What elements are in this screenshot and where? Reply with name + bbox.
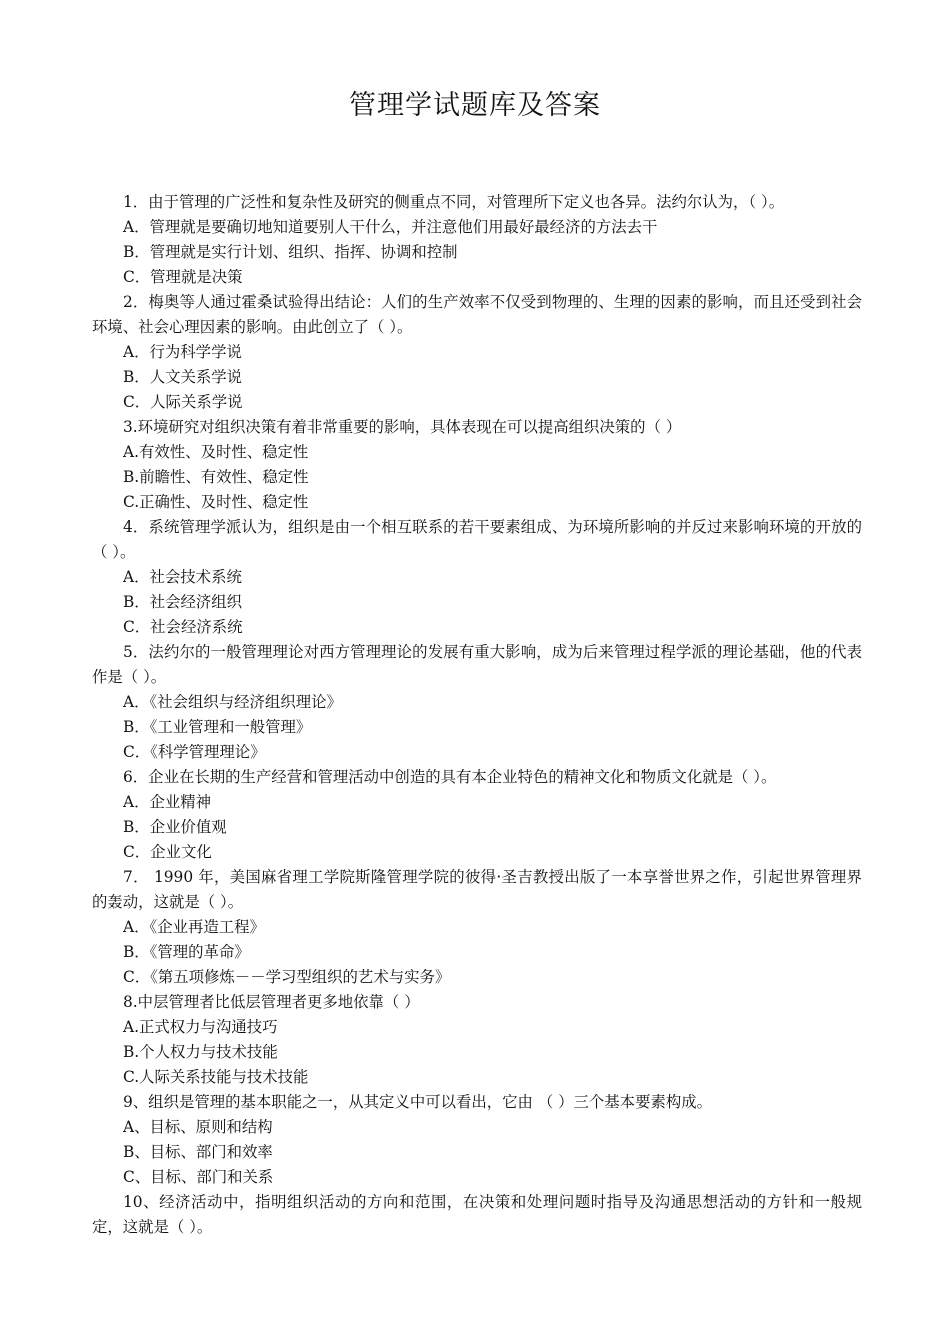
question-7-option-a: A．《企业再造工程》: [123, 918, 265, 936]
question-1-option-a: A．管理就是要确切地知道要别人干什么，并注意他们用最好最经济的方法去干: [123, 218, 658, 236]
question-9-option-b: B、目标、部门和效率: [123, 1143, 273, 1161]
question-5-option-b: B．《工业管理和一般管理》: [123, 718, 312, 736]
question-4-option-b: B．社会经济组织: [123, 593, 243, 611]
question-8-stem: 8.中层管理者比低层管理者更多地依靠（ ）: [123, 993, 420, 1011]
question-5-option-a: A．《社会组织与经济组织理论》: [123, 693, 342, 711]
question-list: [92, 190, 862, 1240]
question-1-option-b: B．管理就是实行计划、组织、指挥、协调和控制: [123, 243, 458, 261]
question-8-option-b: B.个人权力与技术技能: [123, 1043, 278, 1061]
question-5-option-c: C．《科学管理理论》: [123, 743, 266, 761]
question-7-option-b: B．《管理的革命》: [123, 943, 250, 961]
question-9-stem: 9、组织是管理的基本职能之一，从其定义中可以看出，它由 （ ）三个基本要素构成。: [123, 1093, 713, 1111]
question-3-option-a: A.有效性、及时性、稳定性: [123, 443, 309, 461]
question-2-stem: 2．梅奥等人通过霍桑试验得出结论：人们的生产效率不仅受到物理的、生理的因素的影响，而且还受到社会环境、社会心理因素的影响。由此创立了（ ）。: [92, 293, 862, 336]
question-7-option-c: C．《第五项修炼－－学习型组织的艺术与实务》: [123, 968, 451, 986]
question-9-option-c: C、目标、部门和关系: [123, 1168, 274, 1186]
page-title: 管理学试题库及答案: [349, 90, 601, 121]
question-7-stem: 7． 1990 年，美国麻省理工学院斯隆管理学院的彼得·圣吉教授出版了一本享誉世界之作，引起世界管理界的轰动，这就是（ ）。: [92, 868, 862, 911]
question-4-option-c: C．社会经济系统: [123, 618, 243, 636]
question-2-option-c: C．人际关系学说: [123, 393, 243, 411]
question-2-option-a: A．行为科学学说: [123, 343, 242, 361]
question-6-option-a: A．企业精神: [123, 793, 212, 811]
question-10-stem: 10、经济活动中，指明组织活动的方向和范围，在决策和处理问题时指导及沟通思想活动的方针和一般规定，这就是（ ）。: [92, 1193, 862, 1236]
question-3-option-b: B.前瞻性、有效性、稳定性: [123, 468, 309, 486]
question-5-stem: 5．法约尔的一般管理理论对西方管理理论的发展有重大影响，成为后来管理过程学派的理论基础，他的代表作是（ ）。: [92, 643, 862, 686]
question-1-option-c: C．管理就是决策: [123, 268, 243, 286]
question-8-option-a: A.正式权力与沟通技巧: [123, 1018, 278, 1036]
question-3-option-c: C.正确性、及时性、稳定性: [123, 493, 309, 511]
question-9-option-a: A、目标、原则和结构: [123, 1118, 273, 1136]
question-1-stem: 1．由于管理的广泛性和复杂性及研究的侧重点不同，对管理所下定义也各异。法约尔认为，（ ）。: [123, 193, 785, 211]
question-6-option-b: B．企业价值观: [123, 818, 227, 836]
question-3-stem: 3.环境研究对组织决策有着非常重要的影响，具体表现在可以提高组织决策的（ ）: [123, 418, 682, 436]
question-6-stem: 6．企业在长期的生产经营和管理活动中创造的具有本企业特色的精神文化和物质文化就是（ ）。: [123, 768, 777, 786]
question-2-option-b: B．人文关系学说: [123, 368, 243, 386]
question-6-option-c: C．企业文化: [123, 843, 212, 861]
question-4-option-a: A．社会技术系统: [123, 568, 242, 586]
question-4-stem: 4．系统管理学派认为，组织是由一个相互联系的若干要素组成、为环境所影响的并反过来影响环境的开放的（ ）。: [92, 518, 862, 561]
question-8-option-c: C.人际关系技能与技术技能: [123, 1068, 309, 1086]
